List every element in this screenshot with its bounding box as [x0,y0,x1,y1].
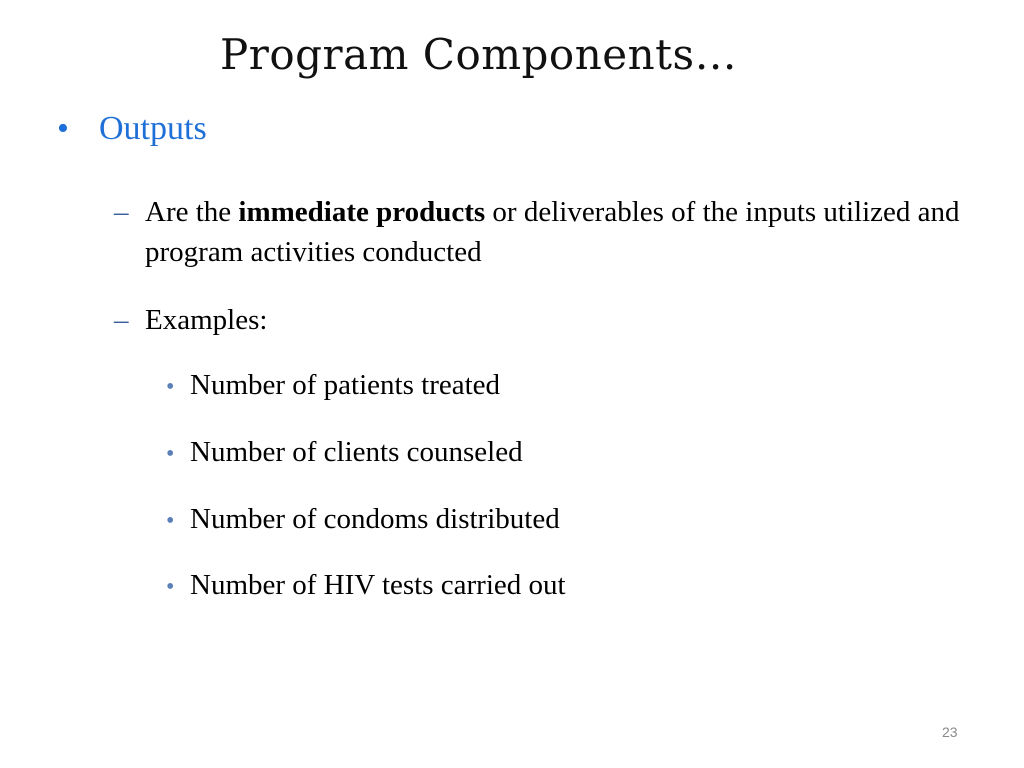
dash-icon: – [114,304,129,336]
bullet-dot-icon: • [166,441,175,467]
bullet-outputs [57,110,207,148]
sub-point-definition [114,192,994,272]
slide-title: Program Components… [220,30,738,79]
examples-label: Examples: [145,304,268,336]
bullet-dot-icon: • [166,374,175,400]
example-text: Number of condoms distributed [190,503,560,535]
bullet-dot-icon: • [57,110,69,147]
bullet-outputs-label: Outputs [99,110,207,147]
dash-icon: – [114,196,129,228]
bullet-dot-icon: • [166,574,175,600]
definition-bold: immediate products [238,196,486,228]
example-item [166,565,566,607]
example-text: Number of patients treated [190,369,501,401]
example-item [166,499,560,541]
example-item [166,432,523,474]
example-text: Number of clients counseled [190,436,523,468]
definition-text [145,192,994,272]
sub-point-examples [114,300,994,340]
bullet-dot-icon: • [166,508,175,534]
example-item [166,365,500,407]
page-number: 23 [942,724,958,740]
example-text: Number of HIV tests carried out [190,569,566,601]
definition-suffix: or deliverables of the inputs utilized and program activities conducted [145,196,960,268]
definition-prefix: Are the [145,196,239,228]
